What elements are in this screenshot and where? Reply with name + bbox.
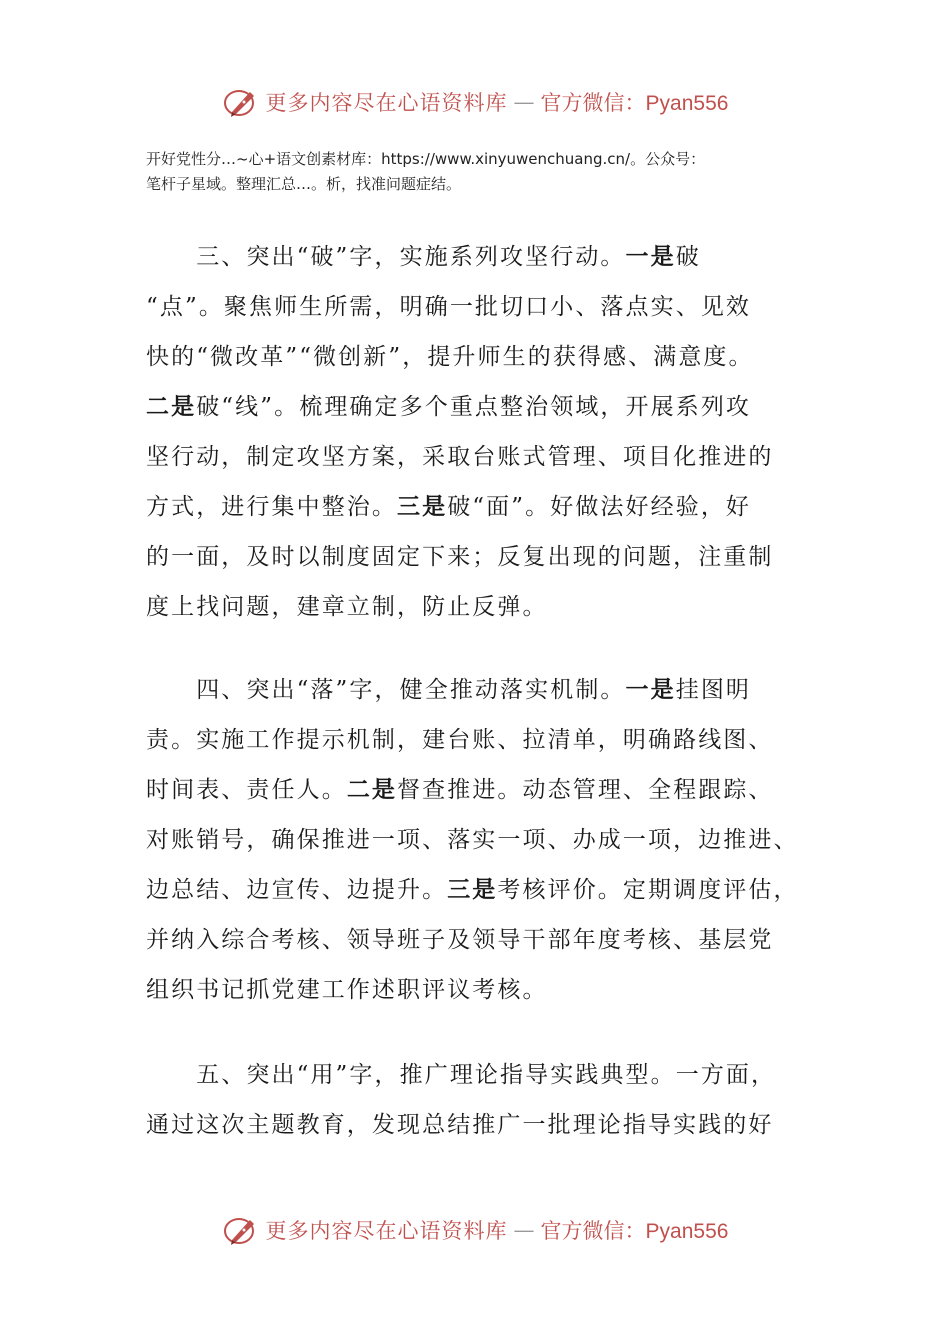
text-line <box>146 665 806 715</box>
text-line <box>146 232 806 282</box>
text-line: 坚行动，制定攻坚方案，采取台账式管理、项目化推进的 <box>146 444 774 470</box>
text-run: 考核评价。定期调度评估， <box>497 877 799 903</box>
text-run: 四、突出“落”字，健全推动落实机制。 <box>196 677 626 703</box>
pen-nib-icon <box>222 1212 260 1248</box>
text-line: 组织书记抓党建工作述职评议考核。 <box>146 977 548 1003</box>
text-line: 对账销号，确保推进一项、落实一项、办成一项，边推进、 <box>146 827 799 853</box>
text-run: 边总结、边宣传、边提升。 <box>146 877 448 903</box>
paragraph-four <box>146 665 806 1015</box>
banner-separator: — <box>513 1218 535 1242</box>
text-run: 五、突出“用”字，推广理论指导实践典型。一方面， <box>196 1062 777 1088</box>
text-run: 督查推进。动态管理、全程跟踪、 <box>397 777 774 803</box>
text-line <box>146 765 806 815</box>
bold-run: 二是 <box>146 393 197 420</box>
source-note-line: 开好党性分…~心+语文创素材库：https://www.xinyuwenchuang.cn/。公众号： <box>146 150 706 168</box>
text-line: 并纳入综合考核、领导班子及领导干部年度考核、基层党 <box>146 927 774 953</box>
source-note <box>146 147 806 197</box>
text-run: 时间表、责任人。 <box>146 777 347 803</box>
text-line: “点”。聚焦师生所需，明确一批切口小、落点实、见效 <box>146 294 752 320</box>
bold-run: 三是 <box>447 876 498 903</box>
paragraph-three <box>146 232 806 632</box>
text-line: 度上找问题，建章立制，防止反弹。 <box>146 594 548 620</box>
banner-contact: 官方微信：Pyan556 <box>540 92 729 115</box>
bold-run: 一是 <box>625 676 676 703</box>
footer-banner <box>0 1212 950 1248</box>
source-note-line: 笔杆子星域。整理汇总…。析，找准问题症结。 <box>146 175 462 193</box>
text-run: 挂图明 <box>675 677 752 703</box>
bold-run: 一是 <box>625 243 676 270</box>
text-line <box>146 1050 806 1100</box>
text-run: 破“线”。梳理确定多个重点整治领域，开展系列攻 <box>196 394 752 420</box>
banner-text: 更多内容尽在心语资料库 <box>265 91 508 115</box>
banner-contact: 官方微信：Pyan556 <box>540 1220 729 1243</box>
bold-run: 二是 <box>346 776 398 803</box>
text-run: 破 <box>675 244 701 270</box>
text-run: 三、突出“破”字，实施系列攻坚行动。 <box>196 244 626 270</box>
text-line: 快的“微改革”“微创新”，提升师生的获得感、满意度。 <box>146 344 754 370</box>
text-run: 方式，进行集中整治。 <box>146 494 397 520</box>
text-line: 的一面，及时以制度固定下来；反复出现的问题，注重制 <box>146 544 774 570</box>
text-run: 破“面”。好做法好经验，好 <box>447 494 752 520</box>
banner-text: 更多内容尽在心语资料库 <box>265 1219 508 1243</box>
banner-separator: — <box>513 90 535 114</box>
text-line <box>146 482 806 532</box>
bold-run: 三是 <box>397 493 448 520</box>
text-line: 责。实施工作提示机制，建台账、拉清单，明确路线图、 <box>146 727 774 753</box>
text-line: 通过这次主题教育，发现总结推广一批理论指导实践的好 <box>146 1112 774 1138</box>
pen-nib-icon <box>222 84 260 120</box>
paragraph-five <box>146 1050 806 1150</box>
text-line <box>146 382 806 432</box>
header-banner <box>0 84 950 120</box>
text-line <box>146 865 806 915</box>
